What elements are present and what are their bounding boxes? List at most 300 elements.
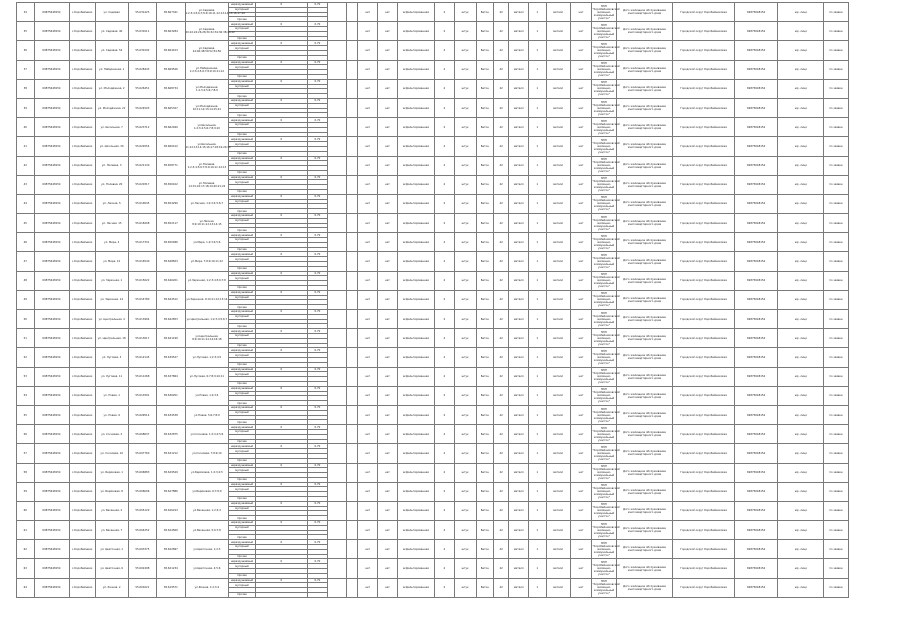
cell-flag: нет (358, 3, 378, 22)
cell-capacity: 42 (494, 3, 509, 22)
cell-flag: нет (358, 482, 378, 501)
cell-area: 4 (434, 214, 454, 233)
cell-count: 0 (255, 233, 308, 238)
cell-material: металл (546, 156, 570, 175)
cell-material: металл (546, 425, 570, 444)
cell-served-addresses: ул.Берёзовая, 1;2;3;4;5 (185, 463, 229, 482)
cell-blank (327, 194, 347, 213)
cell-ogrn: 69875648154 (734, 22, 778, 41)
table-row (17, 98, 886, 103)
cell-schedule: по заявке (824, 386, 848, 405)
cell-area: 4 (434, 425, 454, 444)
cell-served-addresses: ул.Новая, 5;6;7;8;9 (185, 405, 229, 424)
cell-ogrn: 69875648154 (734, 3, 778, 22)
cell-subject: Городской округ Коробейниковка (673, 214, 734, 233)
cell-container-type: мусорный (229, 65, 255, 70)
cell-number: 58 (17, 463, 35, 482)
cell-ogrn: 69875648154 (734, 578, 778, 597)
cell-container-type: мусорный (229, 333, 255, 338)
cell-street: ул. Садовая (95, 3, 128, 22)
cell-surface: асфальтированная (397, 98, 434, 117)
cell-flag: нет (570, 175, 592, 194)
table-row (17, 271, 886, 276)
cell-street: ул. Цветочная, 1 (95, 540, 128, 559)
cell-volume: 0.70 (308, 98, 328, 103)
cell-locality: с.Коробейники (69, 559, 95, 578)
cell-served-addresses: ул.Весенняя, 1;2;3;4 (185, 501, 229, 520)
cell-flag: нет (378, 386, 398, 405)
cell-locality: с.Коробейники (69, 214, 95, 233)
cell-count: 0 (255, 310, 308, 315)
cell-area: 4 (434, 60, 454, 79)
cell-blank (327, 118, 347, 137)
cell-ogrn: 69875648154 (734, 463, 778, 482)
cell-entity: юр. лицо (778, 175, 824, 194)
cell-served-addresses: ул.Школьная, 1;2;3;4;5;6;7;8;9;10 (185, 118, 229, 137)
cell-street: ул. Набережная, 1 (95, 60, 128, 79)
cell-street: ул. Школьная, 7 (95, 118, 128, 137)
cell-provider: МУП "Коробейниковский жилищно-коммунальный участок" (592, 41, 616, 60)
cell-capacity: 42 (494, 271, 509, 290)
cell-surface: асфальтированная (397, 310, 434, 329)
cell-container-type: прочее (229, 305, 255, 310)
cell-schedule: по заявке (824, 540, 848, 559)
cell-schedule: по заявке (824, 271, 848, 290)
cell-unit: штук (454, 290, 476, 309)
cell-lon: 38.626223 (157, 501, 185, 520)
cell-number: 50 (17, 310, 35, 329)
cell-number: 55 (17, 405, 35, 424)
cell-lat: 55.609514 (128, 405, 156, 424)
cell-served-addresses: ул.Заречная, 1;2;3;4;5;6;7;8 (185, 271, 229, 290)
cell-locality: с.Коробейники (69, 386, 95, 405)
cell-material: металл (546, 310, 570, 329)
cell-count: 0 (255, 137, 308, 142)
cell-entity: юр. лицо (778, 156, 824, 175)
cell-count: 0 (255, 118, 308, 123)
cell-number: 49 (17, 290, 35, 309)
cell-locality: с.Коробейники (69, 137, 95, 156)
cell-contract: Дого жилищное обслуживание многоквартирного дома (616, 79, 673, 98)
cell-flag: нет (378, 482, 398, 501)
cell-count (255, 593, 308, 598)
cell-served-addresses: ул.Цветочная, 4;5;6 (185, 559, 229, 578)
cell-flag: нет (378, 444, 398, 463)
cell-flag: нет (358, 137, 378, 156)
cell-area: 4 (434, 348, 454, 367)
cell-schedule: по заявке (824, 348, 848, 367)
cell-volume: 0.70 (308, 22, 328, 27)
cell-unit: штук (454, 386, 476, 405)
cell-surface: асфальтированная (397, 578, 434, 597)
cell-schedule: по заявке (824, 233, 848, 252)
cell-unit: штук (454, 118, 476, 137)
cell-capacity: 42 (494, 79, 509, 98)
cell-ogrn: 69875648154 (734, 482, 778, 501)
cell-surface: асфальтированная (397, 175, 434, 194)
cell-material: металл (546, 405, 570, 424)
cell-unit: штук (454, 405, 476, 424)
cell-subject: Городской округ Коробейниковка (673, 156, 734, 175)
cell-number: 64 (17, 578, 35, 597)
cell-subject: Городской округ Коробейниковка (673, 482, 734, 501)
cell-lat: 55.607760 (128, 444, 156, 463)
cell-blank (347, 22, 358, 41)
cell-flag: нет (358, 463, 378, 482)
cell-provider: МУП "Коробейниковский жилищно-коммунальный участок" (592, 175, 616, 194)
cell-served-addresses: ул.Лесная, 1;2;3;4;5;6;7 (185, 194, 229, 213)
cell-count: 0 (255, 540, 308, 545)
cell-material: металл (509, 405, 529, 424)
cell-served-addresses: ул.Лесная, 8;9;10;11;12;13;14;15 (185, 214, 229, 233)
cell-area: 4 (434, 41, 454, 60)
cell-count: 0 (255, 463, 308, 468)
cell-base: Бетон (476, 137, 494, 156)
cell-surface: асфальтированная (397, 118, 434, 137)
cell-base: Бетон (476, 310, 494, 329)
cell-locality: с.Коробейники (69, 79, 95, 98)
cell-capacity: 42 (494, 137, 509, 156)
cell-blank (327, 405, 347, 424)
table-row (17, 367, 886, 372)
cell-container-type: прочее (229, 573, 255, 578)
cell-lon: 38.648823 (157, 252, 185, 271)
cell-street: ул. Полевая, 20 (95, 175, 128, 194)
cell-container-type: мусорный (229, 525, 255, 530)
cell-contract: Дого жилищное обслуживание многоквартирного дома (616, 156, 673, 175)
cell-capacity: 42 (494, 98, 509, 117)
cell-volume: 0.70 (308, 252, 328, 257)
cell-locality: с.Коробейники (69, 194, 95, 213)
cell-container-type: мусорный (229, 353, 255, 358)
cell-capacity: 42 (494, 22, 509, 41)
cell-material: металл (509, 252, 529, 271)
cell-provider: МУП "Коробейниковский жилищно-коммунальный участок" (592, 118, 616, 137)
cell-count: 0 (255, 578, 308, 583)
cell-blank (327, 175, 347, 194)
cell-flag: нет (570, 233, 592, 252)
cell-served-addresses: ул.Цветочная, 1;2;3 (185, 540, 229, 559)
cell-surface: асфальтированная (397, 501, 434, 520)
cell-entity: юр. лицо (778, 233, 824, 252)
cell-subject: Городской округ Коробейниковка (673, 118, 734, 137)
cell-surface: асфальтированная (397, 3, 434, 22)
cell-container-type: прочее (229, 516, 255, 521)
cell-blank (347, 501, 358, 520)
cell-surface: асфальтированная (397, 425, 434, 444)
cell-provider: МУП "Коробейниковский жилищно-коммунальный участок" (592, 137, 616, 156)
cell-container-type: неразрушаемый (230, 483, 254, 487)
cell-provider: МУП "Коробейниковский жилищно-коммунальный участок" (592, 329, 616, 348)
cell-base: Бетон (476, 252, 494, 271)
cell-locality: с.Коробейники (69, 540, 95, 559)
cell-subject: Городской округ Коробейниковка (673, 329, 734, 348)
cell-schedule: по заявке (824, 137, 848, 156)
cell-street: ул. Молодёжная, 2 (95, 79, 128, 98)
cell-schedule: по заявке (824, 156, 848, 175)
cell-subject: Городской округ Коробейниковка (673, 559, 734, 578)
cell-material: металл (546, 118, 570, 137)
cell-lat: 55.618208 (128, 214, 156, 233)
cell-locality: с.Коробейники (69, 233, 95, 252)
cell-container-type: мусорный (229, 238, 255, 243)
cell-container-type: неразрушаемый (230, 41, 254, 45)
cell-container-type: неразрушаемый (230, 367, 254, 371)
cell-ogrn: 69875648154 (734, 540, 778, 559)
cell-base: Бетон (476, 367, 494, 386)
cell-container-type: прочее (229, 477, 255, 482)
cell-material: металл (546, 482, 570, 501)
cell-locality: с.Коробейники (69, 521, 95, 540)
cell-flag: нет (570, 290, 592, 309)
cell-lon: 38.667341 (157, 3, 185, 22)
cell-container-type: неразрушаемый (230, 233, 254, 237)
cell-number: 41 (17, 137, 35, 156)
cell-unit: штук (454, 329, 476, 348)
cell-lat: 55.610391 (128, 386, 156, 405)
cell-number: 62 (17, 540, 35, 559)
cell-count: 0 (255, 348, 308, 353)
cell-material: металл (509, 156, 529, 175)
cell-container-type: прочее (229, 94, 255, 99)
cell-schedule: по заявке (824, 98, 848, 117)
table-row (17, 482, 886, 487)
cell-schedule: по заявке (824, 194, 848, 213)
cell-street: ул. Сосновая, 2 (95, 425, 128, 444)
cell-code: 69875648154 (34, 521, 69, 540)
cell-capacity: 42 (494, 175, 509, 194)
cell-volume: 0.70 (308, 60, 328, 65)
cell-container-type: мусорный (229, 161, 255, 166)
cell-material: металл (546, 578, 570, 597)
cell-lat: 55.606006 (128, 482, 156, 501)
cell-entity: юр. лицо (778, 425, 824, 444)
cell-subject: Городской округ Коробейниковка (673, 348, 734, 367)
cell-street: ул. Весенняя, 7 (95, 521, 128, 540)
cell-served-addresses: ул.Луговая, 6;7;8;9;10;11 (185, 367, 229, 386)
cell-lon: 38.660412 (157, 137, 185, 156)
cell-material: металл (509, 521, 529, 540)
registry-table (16, 2, 886, 598)
cell-number: 42 (17, 156, 35, 175)
cell-flag: нет (358, 214, 378, 233)
cell-flag: нет (358, 79, 378, 98)
cell-flag: нет (358, 290, 378, 309)
cell-street: ул. Заречная, 1 (95, 271, 128, 290)
cell-base: Бетон (476, 386, 494, 405)
cell-volume: 0.70 (308, 175, 328, 180)
cell-provider: МУП "Коробейниковский жилищно-коммунальный участок" (592, 252, 616, 271)
cell-contract: Дого жилищное обслуживание многоквартирного дома (616, 60, 673, 79)
cell-entity: юр. лицо (778, 118, 824, 137)
cell-entity: юр. лицо (778, 194, 824, 213)
cell-blank (347, 175, 358, 194)
cell-lat: 55.624503 (128, 98, 156, 117)
cell-material: металл (509, 271, 529, 290)
cell-locality: с.Коробейники (69, 444, 95, 463)
cell-lat: 55.614780 (128, 290, 156, 309)
cell-entity: юр. лицо (778, 521, 824, 540)
cell-volume: 0.70 (308, 425, 328, 430)
cell-lat: 55.630192 (128, 41, 156, 60)
table-row (17, 348, 886, 353)
cell-blank (327, 22, 347, 41)
cell-blank (347, 194, 358, 213)
cell-subject: Городской округ Коробейниковка (673, 521, 734, 540)
cell-schedule: по заявке (824, 559, 848, 578)
table-row (17, 175, 886, 180)
cell-qty: 1 (529, 463, 547, 482)
cell-flag: нет (378, 290, 398, 309)
cell-provider: МУП "Коробейниковский жилищно-коммунальный участок" (592, 425, 616, 444)
cell-subject: Городской округ Коробейниковка (673, 540, 734, 559)
cell-container-type: мусорный (229, 314, 255, 319)
cell-flag: нет (378, 252, 398, 271)
cell-container-type: неразрушаемый (230, 156, 254, 160)
cell-contract: Дого жилищное обслуживание многоквартирного дома (616, 501, 673, 520)
cell-unit: штук (454, 310, 476, 329)
cell-street: ул. Садовая, 52 (95, 41, 128, 60)
cell-provider: МУП "Коробейниковский жилищно-коммунальный участок" (592, 521, 616, 540)
cell-code: 69875648154 (34, 559, 69, 578)
cell-number: 36 (17, 41, 35, 60)
cell-lat: 55.604252 (128, 521, 156, 540)
cell-street: ул. Центральная, 4 (95, 310, 128, 329)
cell-blank (327, 290, 347, 309)
cell-blank (347, 252, 358, 271)
cell-lon: 38.622897 (157, 540, 185, 559)
cell-lat: 55.616540 (128, 252, 156, 271)
cell-code: 69875648154 (34, 578, 69, 597)
cell-subject: Городской округ Коробейниковка (673, 463, 734, 482)
cell-area: 4 (434, 405, 454, 424)
cell-container-type: прочее (229, 420, 255, 425)
cell-number: 60 (17, 501, 35, 520)
cell-volume: 0.70 (308, 271, 328, 276)
cell-area: 4 (434, 194, 454, 213)
cell-code: 69875648154 (34, 60, 69, 79)
cell-ogrn: 69875648154 (734, 271, 778, 290)
cell-material: металл (546, 79, 570, 98)
cell-volume: 0.70 (308, 329, 328, 334)
cell-provider: МУП "Коробейниковский жилищно-коммунальный участок" (592, 367, 616, 386)
cell-lat: 55.621130 (128, 156, 156, 175)
cell-surface: асфальтированная (397, 444, 434, 463)
cell-contract: Дого жилищное обслуживание многоквартирного дома (616, 175, 673, 194)
cell-contract: Дого жилищное обслуживание многоквартирного дома (616, 540, 673, 559)
cell-ogrn: 69875648154 (734, 425, 778, 444)
table-row (17, 41, 886, 46)
cell-capacity: 42 (494, 405, 509, 424)
cell-container-type: прочее (229, 17, 255, 22)
cell-contract: Дого жилищное обслуживание многоквартирного дома (616, 214, 673, 233)
cell-blank (347, 540, 358, 559)
cell-flag: нет (570, 463, 592, 482)
cell-provider: МУП "Коробейниковский жилищно-коммунальный участок" (592, 156, 616, 175)
cell-flag: нет (570, 98, 592, 117)
cell-locality: с.Коробейники (69, 118, 95, 137)
cell-flag: нет (570, 3, 592, 22)
cell-blank (327, 271, 347, 290)
cell-blank (347, 329, 358, 348)
cell-qty: 1 (529, 60, 547, 79)
cell-provider: МУП "Коробейниковский жилищно-коммунальный участок" (592, 79, 616, 98)
cell-material: металл (546, 22, 570, 41)
cell-lat: 55.622054 (128, 137, 156, 156)
cell-blank (327, 137, 347, 156)
cell-surface: асфальтированная (397, 252, 434, 271)
cell-material: металл (546, 175, 570, 194)
cell-blank (347, 41, 358, 60)
cell-street: ул. Берёзовая, 1 (95, 463, 128, 482)
cell-base: Бетон (476, 156, 494, 175)
cell-ogrn: 69875648154 (734, 233, 778, 252)
cell-area: 4 (434, 233, 454, 252)
cell-base: Бетон (476, 3, 494, 22)
cell-capacity: 42 (494, 482, 509, 501)
cell-volume: 0.70 (308, 578, 328, 583)
cell-unit: штук (454, 559, 476, 578)
cell-number: 61 (17, 521, 35, 540)
cell-ogrn: 69875648154 (734, 348, 778, 367)
cell-flag: нет (378, 578, 398, 597)
cell-material: металл (509, 463, 529, 482)
cell-container-type: прочее (229, 458, 255, 463)
cell-container-type: мусорный (229, 391, 255, 396)
cell-flag: нет (570, 578, 592, 597)
cell-served-addresses: ул.Сосновая, 1;2;3;4;5;6 (185, 425, 229, 444)
cell-unit: штук (454, 578, 476, 597)
cell-material: металл (546, 501, 570, 520)
cell-capacity: 42 (494, 252, 509, 271)
cell-capacity: 42 (494, 310, 509, 329)
cell-base: Бетон (476, 444, 494, 463)
cell-code: 69875648154 (34, 22, 69, 41)
cell-schedule: по заявке (824, 118, 848, 137)
cell-area: 4 (434, 540, 454, 559)
cell-base: Бетон (476, 41, 494, 60)
cell-material: металл (509, 386, 529, 405)
cell-flag: нет (570, 348, 592, 367)
cell-contract: Дого жилищное обслуживание многоквартирного дома (616, 521, 673, 540)
cell-blank (327, 233, 347, 252)
cell-flag: нет (378, 41, 398, 60)
cell-entity: юр. лицо (778, 98, 824, 117)
cell-locality: с.Коробейники (69, 367, 95, 386)
cell-locality: с.Коробейники (69, 425, 95, 444)
cell-volume (308, 593, 328, 598)
cell-qty: 1 (529, 118, 547, 137)
cell-code: 69875648154 (34, 3, 69, 22)
cell-lat: 55.615622 (128, 271, 156, 290)
cell-base: Бетон (476, 79, 494, 98)
cell-count: 0 (255, 214, 308, 219)
cell-flag: нет (378, 175, 398, 194)
cell-provider: МУП "Коробейниковский жилищно-коммунальный участок" (592, 3, 616, 22)
cell-unit: штук (454, 444, 476, 463)
cell-code: 69875648154 (34, 444, 69, 463)
cell-surface: асфальтированная (397, 22, 434, 41)
cell-ogrn: 69875648154 (734, 98, 778, 117)
cell-container-type: мусорный (229, 468, 255, 473)
cell-container-type: прочее (229, 228, 255, 233)
cell-locality: с.Коробейники (69, 41, 95, 60)
table-row (17, 521, 886, 526)
cell-qty: 1 (529, 290, 547, 309)
cell-flag: нет (378, 156, 398, 175)
cell-lon: 38.627886 (157, 482, 185, 501)
cell-capacity: 42 (494, 214, 509, 233)
